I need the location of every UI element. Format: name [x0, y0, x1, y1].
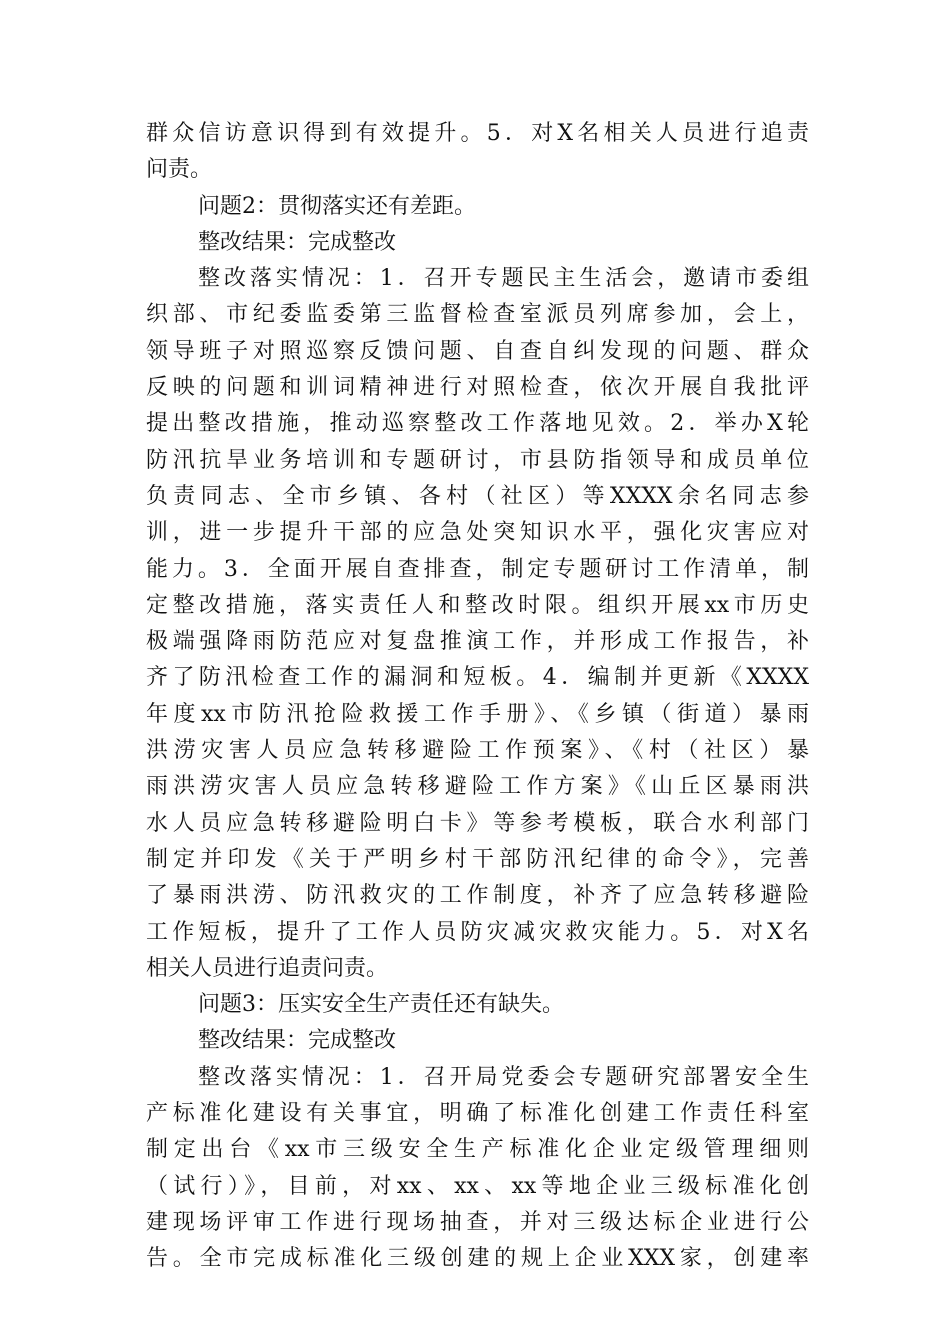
- text-line: 防汛抗旱业务培训和专题研讨，市县防指领导和成员单位: [146, 447, 809, 473]
- result-line: 整改结果：完成整改: [198, 229, 397, 255]
- text-line: 制定出台《xx市三级安全生产标准化企业定级管理细则: [146, 1137, 809, 1163]
- document-body: [146, 116, 809, 1278]
- text-line: 年度xx市防汛抢险救援工作手册》、《乡镇（街道）暴雨: [146, 701, 809, 727]
- text-line: 问责。: [146, 157, 213, 183]
- text-line: 整改落实情况：1．召开局党委会专题研究部署安全生: [198, 1064, 809, 1090]
- text-line: 洪涝灾害人员应急转移避险工作预案》、《村（社区）暴: [146, 738, 809, 764]
- text-line: 定整改措施，落实责任人和整改时限。组织开展xx市历史: [146, 592, 809, 618]
- text-line: 织部、市纪委监委第三监督检查室派员列席参加，会上，: [146, 302, 809, 328]
- text-line: 领导班子对照巡察反馈问题、自查自纠发现的问题、群众: [146, 338, 809, 364]
- text-line: （试行）》，目前，对xx、xx、xx等地企业三级标准化创: [146, 1173, 809, 1199]
- section-heading: 问题2：贯彻落实还有差距。: [198, 193, 476, 219]
- text-line: 制定并印发《关于严明乡村干部防汛纪律的命令》，完善: [146, 846, 809, 872]
- text-line: 反映的问题和训词精神进行对照检查，依次开展自我批评: [146, 375, 809, 401]
- text-line: 雨洪涝灾害人员应急转移避险工作方案》《山丘区暴雨洪: [146, 774, 809, 800]
- section-heading: 问题3：压实安全生产责任还有缺失。: [198, 992, 564, 1018]
- text-line: 整改落实情况：1．召开专题民主生活会，邀请市委组: [198, 266, 809, 292]
- text-line: 负责同志、全市乡镇、各村（社区）等XXXX余名同志参: [146, 483, 809, 509]
- text-line: 告。全市完成标准化三级创建的规上企业XXX家，创建率: [146, 1246, 809, 1272]
- text-line: 群众信访意识得到有效提升。5．对X名相关人员进行追责: [146, 121, 809, 146]
- text-line: 相关人员进行追责问责。: [146, 955, 389, 981]
- result-line: 整改结果：完成整改: [198, 1028, 397, 1054]
- text-line: 建现场评审工作进行现场抽查，并对三级达标企业进行公: [146, 1209, 809, 1235]
- text-line: 提出整改措施，推动巡察整改工作落地见效。2．举办X轮: [146, 411, 809, 437]
- text-line: 产标准化建设有关事宜，明确了标准化创建工作责任科室: [146, 1101, 809, 1127]
- text-line: 了暴雨洪涝、防汛救灾的工作制度，补齐了应急转移避险: [146, 883, 809, 909]
- text-line: 能力。3．全面开展自查排查，制定专题研讨工作清单，制: [146, 556, 809, 582]
- text-line: 水人员应急转移避险明白卡》等参考模板，联合水利部门: [146, 810, 809, 836]
- text-line: 极端强降雨防范应对复盘推演工作，并形成工作报告，补: [146, 629, 809, 655]
- text-line: 工作短板，提升了工作人员防灾减灾救灾能力。5．对X名: [146, 919, 809, 945]
- text-line: 训，进一步提升干部的应急处突知识水平，强化灾害应对: [146, 520, 809, 546]
- text-line: 齐了防汛检查工作的漏洞和短板。4．编制并更新《XXXX: [146, 665, 809, 691]
